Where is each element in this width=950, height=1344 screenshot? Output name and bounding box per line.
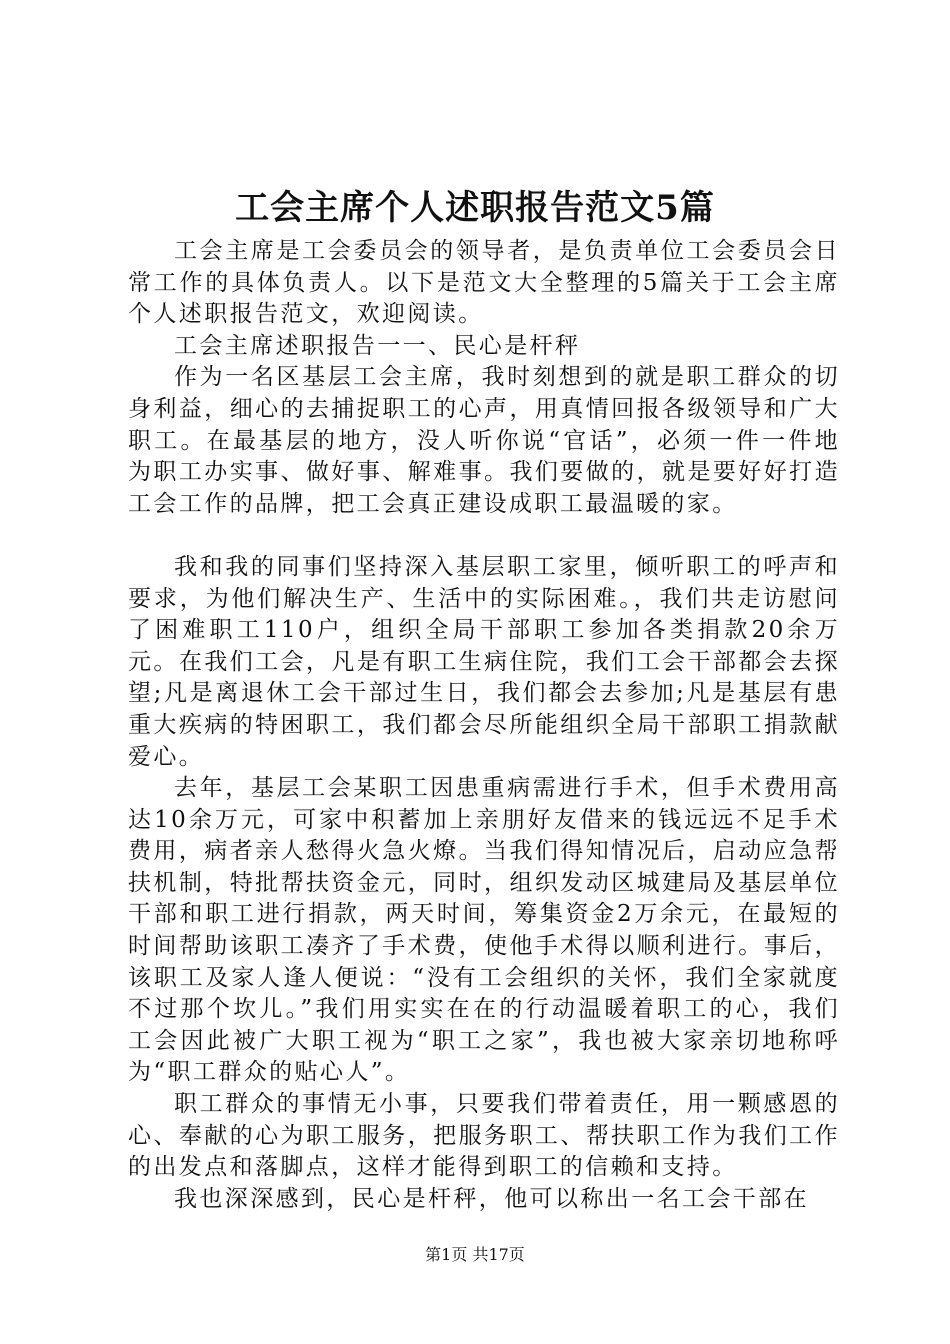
paragraph-spacer xyxy=(128,520,840,552)
body-paragraph: 职工群众的事情无小事，只要我们带着责任，用一颗感恩的心、奉献的心为职工服务，把服务职工、帮扶职工作为我们工作的出发点和落脚点，这样才能得到职工的信赖和支持。 xyxy=(128,1091,840,1181)
intro-paragraph: 工会主席是工会委员会的领导者，是负责单位工会委员会日常工作的具体负责人。以下是范文大全整理的5篇关于工会主席个人述职报告范文，欢迎阅读。 xyxy=(128,238,840,328)
body-paragraph: 去年，基层工会某职工因患重病需进行手术，但手术费用高达10余万元，可家中积蓄加上亲朋好友借来的钱远远不足手术费用，病者亲人愁得火急火燎。当我们得知情况后，启动应急帮扶机制，特批帮扶资金元，同时，组织发动区城建局及基层单位干部和职工进行捐款，两天时间，筹集资金2万余元，在最短的时间帮助该职工凑齐了手术费，使他手术得以顺利进行。事后，该职工及家人逢人便说：“没有工会组织的关怀，我们全家就度不过那个坎儿。”我们用实实在在的行动温暖着职工的心，我们工会因此被广大职工视为“职工之家”，我也被大家亲切地称呼为“职工群众的贴心人”。 xyxy=(128,775,840,1086)
section-heading: 工会主席述职报告一一、民心是杆秤 xyxy=(174,332,581,359)
body-paragraph: 作为一名区基层工会主席，我时刻想到的就是职工群众的切身利益，细心的去捕捉职工的心声，用真情回报各级领导和广大职工。在最基层的地方，没人听你说“官话”，必须一件一件地为职工办实事、做好事、解难事。我们要做的，就是要好好打造工会工作的品牌，把工会真正建设成职工最温暖的家。 xyxy=(128,364,840,517)
body-paragraph: 我和我的同事们坚持深入基层职工家里，倾听职工的呼声和要求，为他们解决生产、生活中的实际困难。，我们共走访慰问了困难职工110户，组织全局干部职工参加各类捐款20余万元。在我们工会，凡是有职工生病住院，我们工会干部都会去探望;凡是离退休工会干部过生日，我们都会去参加;凡是基层有患重大疾病的特困职工，我们都会尽所能组织全局干部职工捐款献爱心。 xyxy=(128,553,840,770)
body-paragraph: 我也深深感到，民心是杆秤，他可以称出一名工会干部在 xyxy=(174,1185,809,1212)
document-title: 工会主席个人述职报告范文5篇 xyxy=(235,188,715,228)
page-footer: 第1页 共17页 xyxy=(425,1245,525,1264)
document-body xyxy=(128,236,840,1215)
